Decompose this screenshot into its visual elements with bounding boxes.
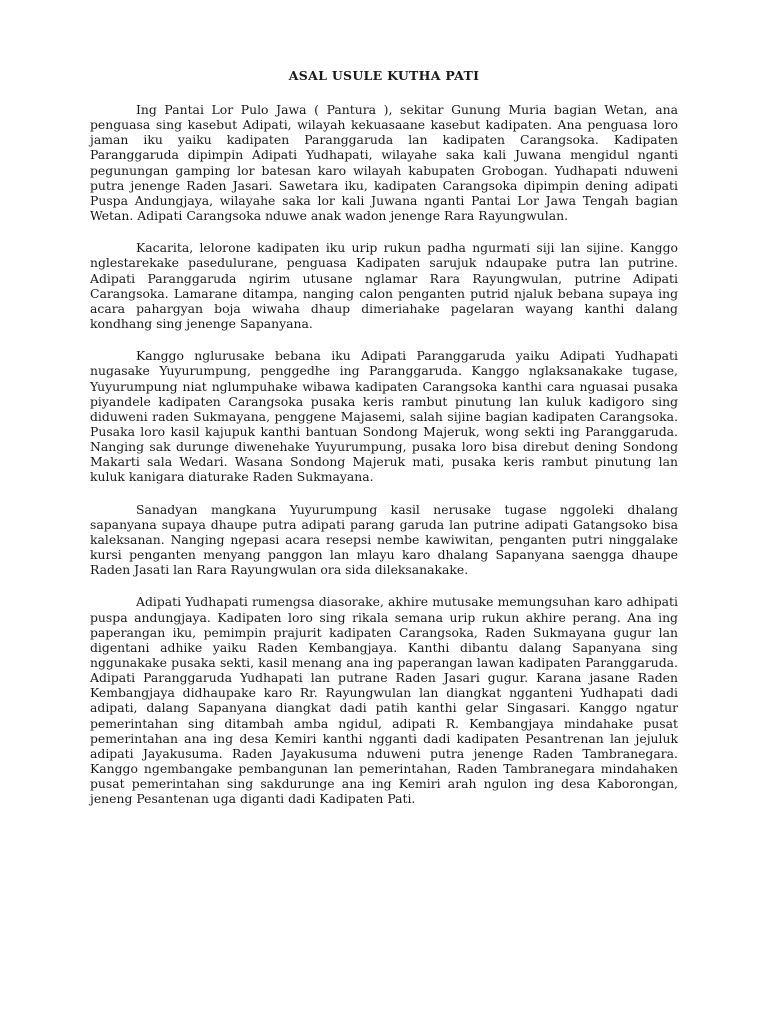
paragraph-5: Adipati Yudhapati rumengsa diasorake, akhire mutusake memungsuhan karo adhipati puspa andungjaya. Kadipaten loro sing rikala semana urip rukun akhire perang. Ana ing paperangan iku, pemimpin prajurit kadipaten Carangsoka, Raden Sukmayana gugur lan digentani adhike yaiku Raden Kembangjaya. Kanthi dibantu dalang Sapanyana sing nggunakake pusaka sekti, kasil menang ana ing paperangan lawan kadipaten Paranggaruda. Adipati Paranggaruda Yudhapati lan putrane Raden Jasari gugur. Karana jasane Raden Kembangjaya didhaupake karo Rr. Rayungwulan lan diangkat ngganteni Yudhapati dadi adipati, dalang Sapanyana diangkat dadi patih kanthi gelar Singasari. Kanggo ngatur pemerintahan sing ditambah amba ngidul, adipati R. Kembangjaya mindahake pusat pemerintahan ana ing desa Kemiri kanthi ngganti dadi kadipaten Pesantrenan lan jejuluk adipati Jayakusuma. Raden Jayakusuma nduweni putra jenenge Raden Tambranegara. Kanggo ngembangake pembangunan lan pemerintahan, Raden Tambranegara mindahaken pusat pemerintahan sing sakdurunge ana ing Kemiri arah ngulon ing desa Kaborongan, jeneng Pesantenan uga diganti dadi Kadipaten Pati. [90, 594, 678, 807]
paragraph-4: Sanadyan mangkana Yuyurumpung kasil nerusake tugase nggoleki dhalang sapanyana supaya dhaupe putra adipati parang garuda lan putrine adipati Gatangsoko bisa kaleksanan. Nanging ngepasi acara resepsi nembe kawiwitan, penganten putri ninggalake kursi penganten menyang panggon lan mlayu karo dhalang Sapanyana saengga dhaupe Raden Jasati lan Rara Rayungwulan ora sida dileksanakake. [90, 501, 678, 578]
paragraph-1: Ing Pantai Lor Pulo Jawa ( Pantura ), sekitar Gunung Muria bagian Wetan, ana penguasa sing kasebut Adipati, wilayah kekuasaane kasebut kadipaten. Ana penguasa loro jaman iku yaiku kadipaten Paranggaruda lan kadipaten Carangsoka. Kadipaten Paranggaruda dipimpin Adipati Yudhapati, wilayahe saka kali Juwana mengidul nganti pegunungan gamping lor batesan karo wilayah kabupaten Grobogan. Yudhapati nduweni putra jenenge Raden Jasari. Sawetara iku, kadipaten Carangsoka dipimpin dening adipati Puspa Andungjaya, wilayahe saka lor kali Juwana nganti Pantai Lor Jawa Tengah bagian Wetan. Adipati Carangsoka nduwe anak wadon jenenge Rara Rayungwulan. [90, 102, 678, 224]
document-title: ASAL USULE KUTHA PATI [288, 68, 480, 83]
paragraph-3: Kanggo nglurusake bebana iku Adipati Paranggaruda yaiku Adipati Yudhapati nugasake Yuyurumpung, penggedhe ing Paranggaruda. Kanggo nglaksanakake tugase, Yuyurumpung niat nglumpuhake wibawa kadipaten Carangsoka kanthi cara nguasai pusaka piyandele kadipaten Carangsoka pusaka keris rambut pinutung lan kuluk kadigoro sing diduweni raden Sukmayana, penggene Majasemi, salah sijine bagian kadipaten Carangsoka. Pusaka loro kasil kajupuk kanthi bantuan Sondong Majeruk, wong sekti ing Paranggaruda. Nanging sak durunge diwenehake Yuyurumpung, pusaka loro bisa direbut dening Sondong Makarti sala Wedari. Wasana Sondong Majeruk mati, pusaka keris rambut pinutung lan kuluk kanigara diaturake Raden Sukmayana. [90, 348, 678, 485]
document-page [90, 68, 678, 824]
paragraph-2: Kacarita, lelorone kadipaten iku urip rukun padha ngurmati siji lan sijine. Kanggo nglestarekake pasedulurane, penguasa Kadipaten sarujuk ndaupake putra lan putrine. Adipati Paranggaruda ngirim utusane nglamar Rara Rayungwulan, putrine Adipati Carangsoka. Lamarane ditampa, nanging calon penganten putrid njaluk bebana supaya ing acara pahargyan boja wiwaha dhaup dimeriahake pagelaran wayang kanthi dalang kondhang sing jenenge Sapanyana. [90, 240, 678, 332]
